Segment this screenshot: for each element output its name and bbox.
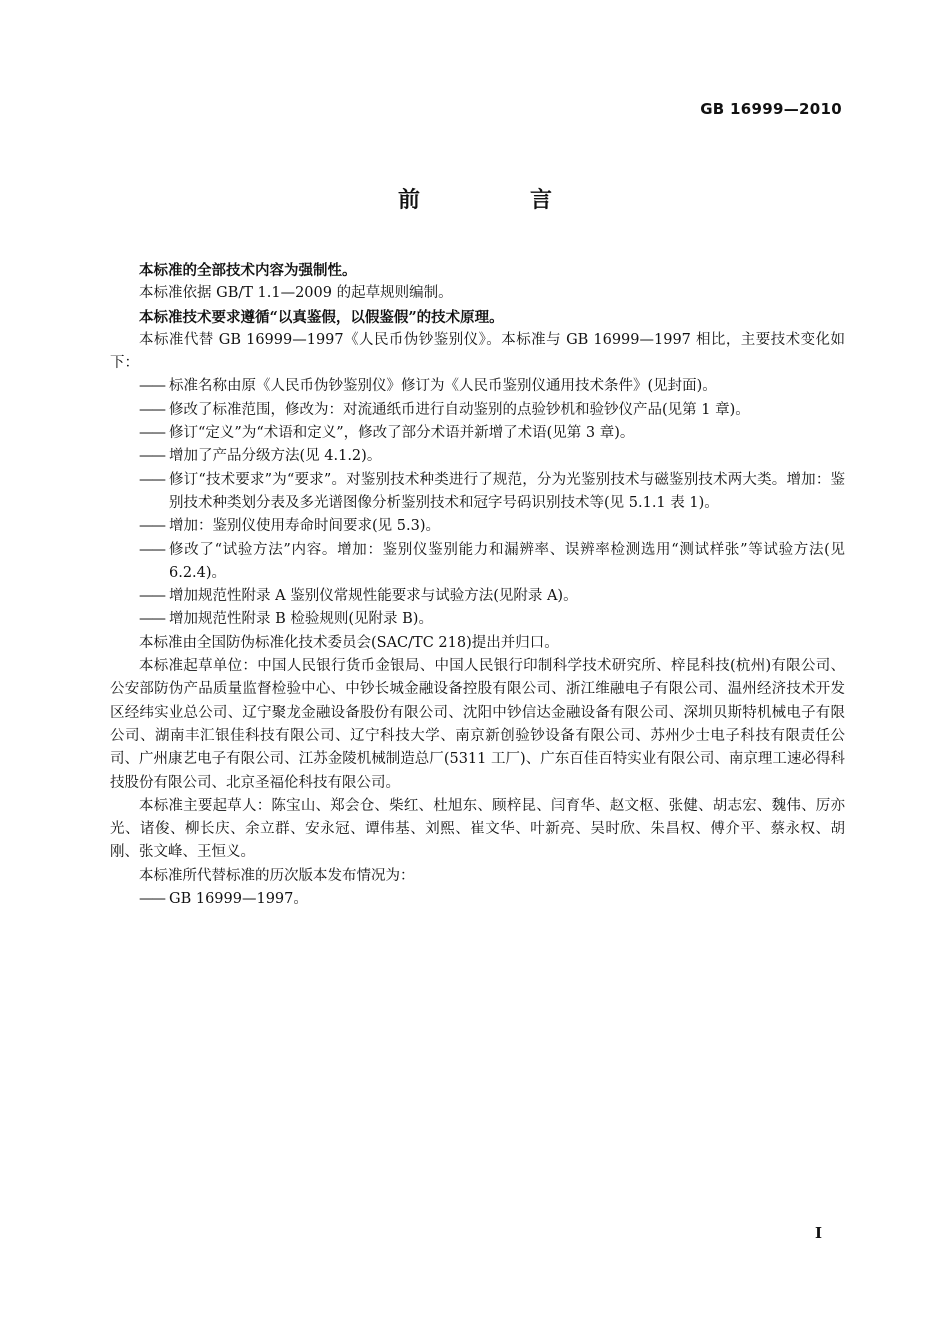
paragraph: 本标准主要起草人：陈宝山、郑会仓、柴红、杜旭东、顾梓昆、闫育华、赵文枢、张健、胡志宏、魏伟、厉亦光、诸俊、柳长庆、余立群、安永冠、谭伟基、刘熙、崔文华、叶新亮、吴时欣、朱昌权、傅介平、蔡永权、胡刚、张文峰、王恒义。 <box>110 797 845 861</box>
change-text: 修订“技术要求”为“要求”。对鉴别技术种类进行了规范，分为光鉴别技术与磁鉴别技术两大类。增加：鉴别技术种类划分表及多光谱图像分析鉴别技术和冠字号码识别技术等(见 5.1.1 表 1)。 <box>169 471 845 511</box>
list-dash: —— <box>139 541 164 558</box>
list-dash: —— <box>139 588 164 605</box>
list-dash: —— <box>139 471 164 488</box>
change-item <box>110 608 845 631</box>
change-item <box>110 585 845 608</box>
change-text: 增加了产品分级方法(见 4.1.2)。 <box>169 448 382 465</box>
page-title: 前 言 <box>397 188 596 213</box>
change-item <box>110 515 845 538</box>
list-dash: —— <box>139 611 164 628</box>
change-item <box>110 375 845 398</box>
list-dash: —— <box>139 425 164 442</box>
history-item <box>110 888 845 911</box>
paragraph: 本标准的全部技术内容为强制性。 <box>139 262 357 279</box>
change-item <box>110 539 845 586</box>
change-text: 修改了“试验方法”内容。增加：鉴别仪鉴别能力和漏辨率、误辨率检测选用“测试样张”等试验方法(见 6.2.4)。 <box>169 541 845 581</box>
paragraph: 本标准代替 GB 16999—1997《人民币伪钞鉴别仪》。本标准与 GB 16999—1997 相比，主要技术变化如下： <box>110 331 845 372</box>
change-text: 增加规范性附录 A 鉴别仪常规性能要求与试验方法(见附录 A)。 <box>169 588 578 605</box>
list-dash: —— <box>139 378 164 395</box>
paragraph: 本标准由全国防伪标准化技术委员会(SAC/TC 218)提出并归口。 <box>139 634 559 651</box>
change-item <box>110 399 845 422</box>
change-item <box>110 469 845 516</box>
change-text: 增加：鉴别仪使用寿命时间要求(见 5.3)。 <box>169 518 440 535</box>
change-item <box>110 422 845 445</box>
change-text: 修订“定义”为“术语和定义”，修改了部分术语并新增了术语(见第 3 章)。 <box>169 425 635 442</box>
change-item <box>110 445 845 468</box>
paragraph: 本标准技术要求遵循“以真鉴假，以假鉴假”的技术原理。 <box>139 308 504 326</box>
page-number: I <box>814 1224 822 1242</box>
change-text: 标准名称由原《人民币伪钞鉴别仪》修订为《人民币鉴别仪通用技术条件》(见封面)。 <box>169 378 717 395</box>
list-dash: —— <box>139 891 164 908</box>
list-dash: —— <box>139 448 164 465</box>
change-text: 修改了标准范围，修改为：对流通纸币进行自动鉴别的点验钞机和验钞仪产品(见第 1 章)。 <box>169 401 750 418</box>
standard-code: GB 16999—2010 <box>700 100 842 118</box>
paragraph: 本标准起草单位：中国人民银行货币金银局、中国人民银行印制科学技术研究所、梓昆科技(杭州)有限公司、公安部防伪产品质量监督检验中心、中钞长城金融设备控股有限公司、浙江维融电子有限公司、温州经济技术开发区经纬实业总公司、辽宁聚龙金融设备股份有限公司、沈阳中钞信达金融设备有限公司、深圳贝斯特机械电子有限公司、湖南丰汇银佳科技有限公司、辽宁科技大学、南京新创验钞设备有限公司、苏州少士电子科技有限责任公司、广州康艺电子有限公司、江苏金陵机械制造总厂(5311 工厂)、广东百佳百特实业有限公司、南京理工速必得科技股份有限公司、北京圣福伦科技有限公司。 <box>110 658 845 791</box>
change-text: 增加规范性附录 B 检验规则(见附录 B)。 <box>169 611 433 628</box>
paragraph: 本标准所代替标准的历次版本发布情况为： <box>139 867 415 884</box>
list-dash: —— <box>139 518 164 535</box>
history-text: GB 16999—1997。 <box>169 891 308 908</box>
list-dash: —— <box>139 401 164 418</box>
paragraph: 本标准依据 GB/T 1.1—2009 的起草规则编制。 <box>139 285 453 302</box>
foreword-body <box>110 259 845 911</box>
